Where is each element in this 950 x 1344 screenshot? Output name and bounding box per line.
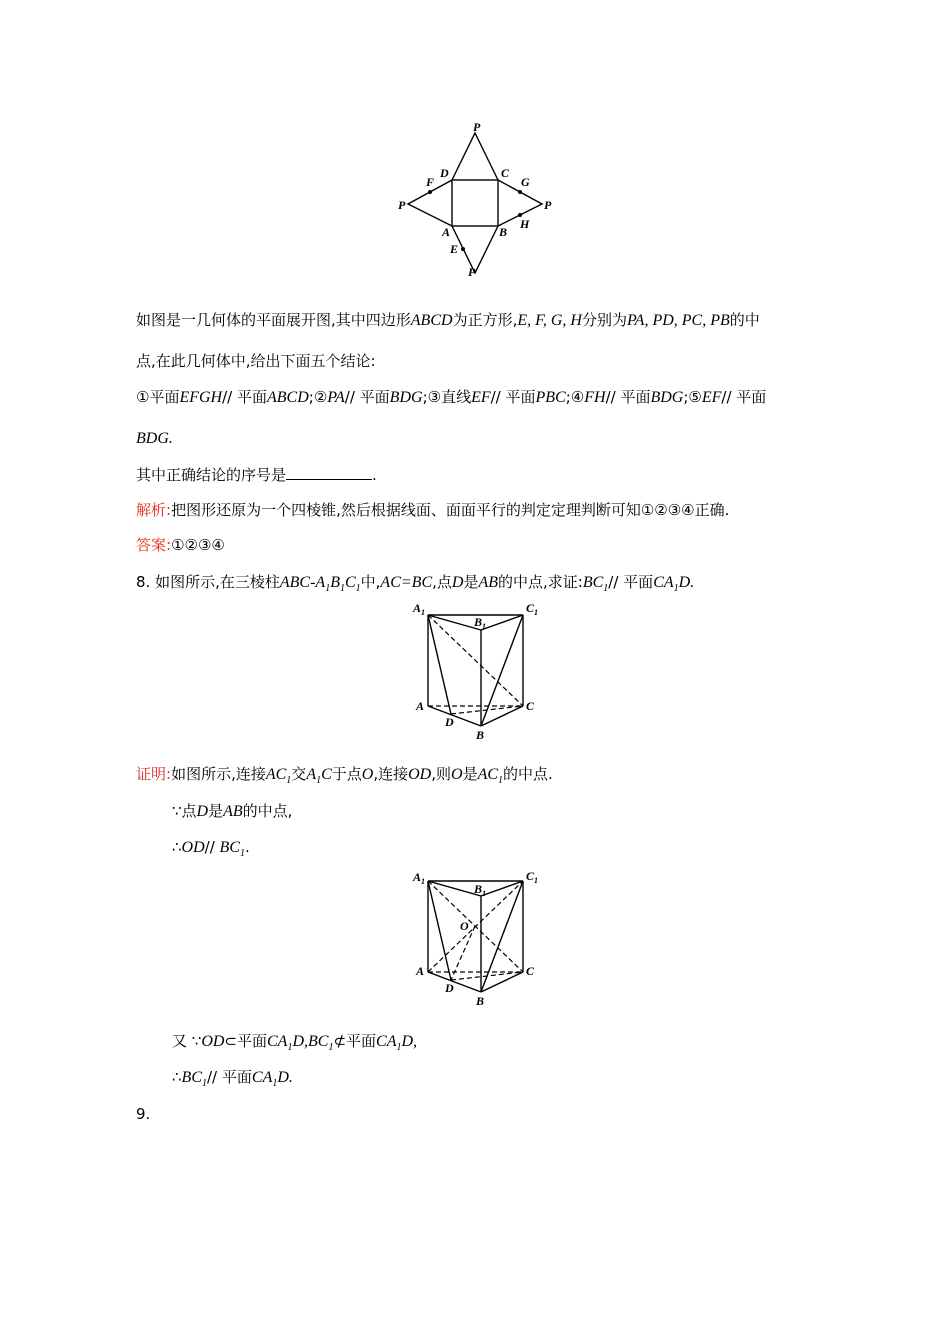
text: 是	[462, 765, 478, 783]
label-B1-sub: 1	[482, 889, 486, 898]
text: 中,	[360, 573, 381, 591]
label-B1-sub: 1	[482, 622, 486, 631]
text: 分别为	[581, 311, 627, 329]
text: 如图所示,连接	[171, 765, 266, 783]
subscript: 1	[287, 1042, 293, 1053]
math: EF	[701, 389, 722, 406]
label-C: C	[501, 166, 510, 180]
math: CA	[251, 1069, 273, 1086]
q8-statement	[136, 572, 694, 599]
text: 又 ∵	[172, 1032, 202, 1050]
analysis-text: 把图形还原为一个四棱锥,然后根据线面、面面平行的判定定理判断可知①②③④正确.	[171, 501, 730, 519]
text: ∴	[172, 838, 182, 856]
point-E	[461, 247, 465, 251]
text: ,点	[432, 573, 452, 591]
math: B	[330, 574, 340, 591]
math: A	[306, 766, 317, 783]
math: BC	[308, 1033, 329, 1050]
math: D.	[277, 1069, 293, 1086]
subscript: 1	[498, 775, 504, 786]
text: // 平面	[490, 388, 536, 406]
text: 点,在此几何体中,给出下面五个结论:	[136, 352, 376, 370]
label-A: A	[416, 964, 425, 978]
text: //	[204, 838, 220, 856]
q7-answer	[136, 535, 225, 555]
text: ,则	[431, 765, 452, 783]
proof-label: 证明:	[136, 765, 172, 783]
math: E, F, G, H	[517, 312, 582, 329]
math: C	[344, 574, 356, 591]
math: CA	[376, 1033, 397, 1050]
subscript: 1	[396, 1042, 402, 1053]
label-A1: A	[413, 870, 422, 884]
text: ⊂平面	[224, 1032, 267, 1050]
text: .	[245, 838, 250, 856]
label-D: D	[445, 981, 454, 995]
math: OD	[201, 1033, 225, 1050]
text: // 平面	[222, 388, 267, 406]
math: BDG.	[136, 430, 173, 447]
math: D	[196, 803, 209, 820]
text: // 平面	[608, 573, 654, 591]
label-E: E	[450, 242, 459, 256]
figure-prism	[408, 598, 548, 746]
text: .	[372, 466, 377, 484]
math: D,	[401, 1033, 418, 1050]
math: FH	[584, 389, 606, 406]
math: O	[451, 766, 463, 783]
math: BC	[181, 1069, 202, 1086]
label-C: C	[526, 699, 535, 713]
label-B: B	[476, 994, 485, 1008]
label-G: G	[521, 175, 530, 189]
point-F	[428, 190, 432, 194]
math: OD	[408, 766, 432, 783]
math: CA	[267, 1033, 288, 1050]
math: EFGH	[179, 389, 223, 406]
label-A1-sub: 1	[421, 877, 425, 886]
math: PA	[327, 389, 345, 406]
q7-line2	[136, 351, 376, 371]
question-number: 9.	[136, 1105, 151, 1123]
label-A1: A	[413, 601, 422, 615]
q9-number	[136, 1104, 150, 1124]
math: O	[361, 766, 374, 783]
math: AB	[478, 574, 499, 591]
proof-line5	[172, 1067, 293, 1094]
label-F: F	[426, 175, 435, 189]
text: ;④	[565, 388, 585, 406]
text: 交	[291, 765, 307, 783]
answer-label: 答案:	[136, 536, 172, 554]
label-A: A	[442, 225, 451, 239]
answer-text: ①②③④	[171, 536, 225, 554]
text: 为正方形,	[452, 311, 518, 329]
text: ∴	[172, 1068, 182, 1086]
text: 8. 如图所示,在三棱柱	[136, 573, 280, 591]
subscript: 1	[603, 583, 609, 594]
math: PBC	[535, 389, 566, 406]
text: 的中点.	[503, 765, 553, 783]
label-C1-sub: 1	[534, 608, 538, 617]
label-B: B	[499, 225, 508, 239]
text: // 平面	[721, 388, 767, 406]
math: C	[321, 766, 332, 783]
label-B1: B	[474, 882, 483, 896]
label-O: O	[460, 919, 469, 933]
math: BC	[219, 839, 240, 856]
math: D,	[292, 1033, 309, 1050]
math: AC	[265, 766, 287, 783]
label-B1: B	[474, 615, 483, 629]
text: 是	[208, 802, 224, 820]
math: ABCD	[410, 312, 453, 329]
label-C: C	[526, 964, 535, 978]
q7-line5	[136, 465, 377, 485]
analysis-label: 解析:	[136, 501, 172, 519]
label-B: B	[476, 728, 485, 742]
math: BDG	[389, 389, 423, 406]
text: ;⑤	[683, 388, 702, 406]
text: 是	[463, 573, 479, 591]
subscript: 1	[240, 848, 245, 859]
math: AC	[477, 766, 499, 783]
label-P-bottom: P	[468, 265, 476, 279]
text: 于点	[331, 765, 362, 783]
text: 的中点,求证:	[498, 573, 583, 591]
text: ⊄平面	[333, 1032, 377, 1050]
proof-line2	[172, 801, 292, 822]
label-P-right: P	[544, 198, 552, 212]
text: // 平面	[605, 388, 651, 406]
math: ABCD	[267, 389, 309, 406]
text: ①平面	[136, 388, 180, 406]
figure-pyramid-net	[392, 118, 562, 288]
text: // 平面	[344, 388, 390, 406]
math: AC=BC	[380, 574, 433, 591]
subscript: 1	[272, 1078, 278, 1089]
label-D: D	[440, 166, 449, 180]
label-C1: C	[526, 869, 535, 883]
subscript: 1	[316, 775, 322, 786]
figure-prism-with-O	[408, 864, 548, 1012]
subscript: 1	[328, 1042, 334, 1053]
subscript: 1	[673, 583, 679, 594]
proof-line4	[172, 1031, 417, 1058]
text: 的中点,	[242, 802, 293, 820]
math: D	[451, 574, 464, 591]
text: ;③直线	[422, 388, 472, 406]
q7-line4	[136, 428, 173, 449]
label-A: A	[416, 699, 425, 713]
subscript: 1	[339, 583, 345, 594]
q7-line3	[136, 387, 766, 408]
label-H: H	[520, 217, 530, 231]
text: ,连接	[373, 765, 409, 783]
label-A1-sub: 1	[421, 608, 425, 617]
text: // 平面	[207, 1068, 252, 1086]
proof-line1	[136, 764, 553, 791]
math: OD	[181, 839, 205, 856]
subscript: 1	[286, 775, 292, 786]
label-P-top: P	[473, 120, 481, 134]
math: CA	[653, 574, 674, 591]
math: EF	[471, 389, 491, 406]
subscript: 1	[325, 583, 331, 594]
q7-line1	[136, 310, 760, 331]
q7-analysis	[136, 500, 729, 520]
point-G	[518, 190, 522, 194]
subscript: 1	[355, 583, 361, 594]
math: PA, PD, PC, PB	[626, 312, 730, 329]
label-C1: C	[526, 601, 535, 615]
text: 如图是一几何体的平面展开图,其中四边形	[136, 311, 411, 329]
math: AB	[223, 803, 243, 820]
text: ;②	[308, 388, 328, 406]
math: BDG	[650, 389, 684, 406]
label-D: D	[445, 715, 454, 729]
text: 其中正确结论的序号是	[136, 466, 287, 484]
math: D.	[678, 574, 695, 591]
text: 的中	[729, 311, 760, 329]
proof-line3	[172, 837, 250, 864]
label-P-left: P	[398, 198, 406, 212]
answer-blank	[286, 465, 372, 480]
math: ABC-A	[279, 574, 326, 591]
text: ∵点	[172, 802, 197, 820]
math: BC	[582, 574, 604, 591]
subscript: 1	[202, 1078, 207, 1089]
label-C1-sub: 1	[534, 876, 538, 885]
